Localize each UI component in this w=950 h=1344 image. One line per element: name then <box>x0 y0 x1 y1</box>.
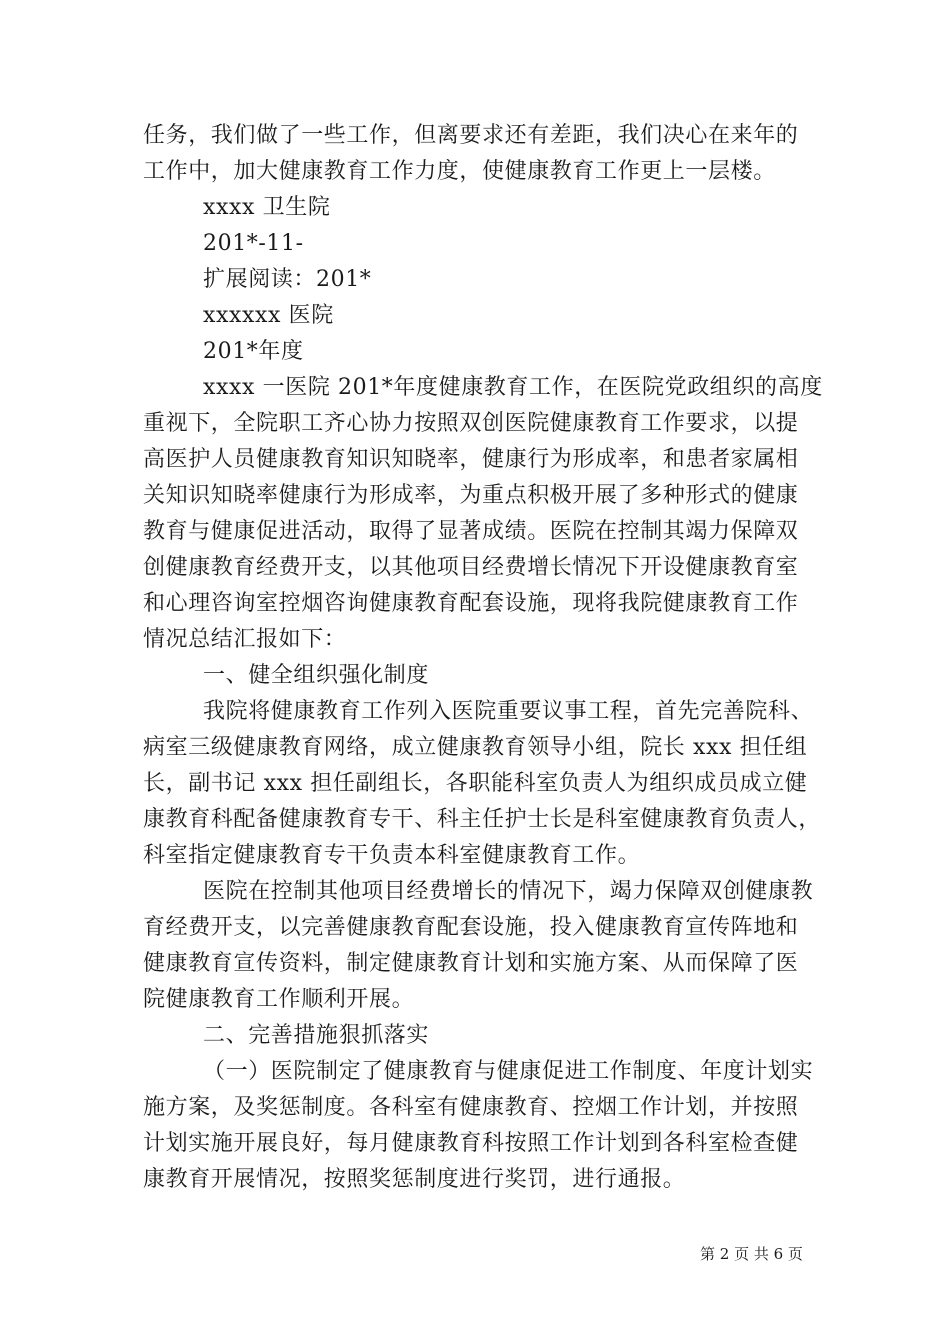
text-line: 我院将健康教育工作列入医院重要议事工程，首先完善院科、 <box>203 699 814 724</box>
text-line: 康教育开展情况，按照奖惩制度进行奖罚，进行通报。 <box>143 1167 686 1192</box>
text-line: 施方案，及奖惩制度。各科室有健康教育、控烟工作计划，并按照 <box>143 1095 799 1120</box>
text-line: 康教育科配备健康教育专干、科主任护士长是科室健康教育负责人， <box>143 807 822 832</box>
text-line: 重视下，全院职工齐心协力按照双创医院健康教育工作要求，以提 <box>143 411 799 436</box>
text-line: 任务，我们做了一些工作，但离要求还有差距，我们决心在来年的 <box>143 123 799 148</box>
text-line: 扩展阅读：201* <box>203 267 372 292</box>
text-line: 教育与健康促进活动，取得了显著成绩。医院在控制其竭力保障双 <box>143 519 799 544</box>
text-line: xxxx 卫生院 <box>203 195 331 220</box>
text-line: 育经费开支，以完善健康教育配套设施，投入健康教育宣传阵地和 <box>143 915 799 940</box>
text-line: 关知识知晓率健康行为形成率，为重点积极开展了多种形式的健康 <box>143 483 799 508</box>
text-line: xxxxxx 医院 <box>203 303 334 328</box>
text-line: 高医护人员健康教育知识知晓率，健康行为形成率，和患者家属相 <box>143 447 799 472</box>
text-line: 工作中，加大健康教育工作力度，使健康教育工作更上一层楼。 <box>143 159 776 184</box>
text-line: 院健康教育工作顺利开展。 <box>143 987 415 1012</box>
document-body <box>143 118 823 1198</box>
text-line: 健康教育宣传资料，制定健康教育计划和实施方案、从而保障了医 <box>143 951 799 976</box>
page-number: 第 2 页 共 6 页 <box>700 1245 803 1263</box>
text-line: 201*-11- <box>203 231 304 256</box>
text-line: 长，副书记 xxx 担任副组长，各职能科室负责人为组织成员成立健 <box>143 771 808 796</box>
text-line: 二、完善措施狠抓落实 <box>203 1023 430 1048</box>
text-line: （一）医院制定了健康教育与健康促进工作制度、年度计划实 <box>203 1059 814 1084</box>
text-line: 情况总结汇报如下： <box>143 627 347 652</box>
text-line: 201*年度 <box>203 339 304 364</box>
text-line: 一、健全组织强化制度 <box>203 663 430 688</box>
text-line: 和心理咨询室控烟咨询健康教育配套设施，现将我院健康教育工作 <box>143 591 799 616</box>
text-line: 计划实施开展良好，每月健康教育科按照工作计划到各科室检查健 <box>143 1131 799 1156</box>
text-line: 病室三级健康教育网络，成立健康教育领导小组，院长 xxx 担任组 <box>143 735 808 760</box>
text-line: 科室指定健康教育专干负责本科室健康教育工作。 <box>143 843 641 868</box>
text-line: xxxx 一医院 201*年度健康教育工作，在医院党政组织的高度 <box>203 375 823 400</box>
text-line: 医院在控制其他项目经费增长的情况下，竭力保障双创健康教 <box>203 879 814 904</box>
text-line: 创健康教育经费开支，以其他项目经费增长情况下开设健康教育室 <box>143 555 799 580</box>
